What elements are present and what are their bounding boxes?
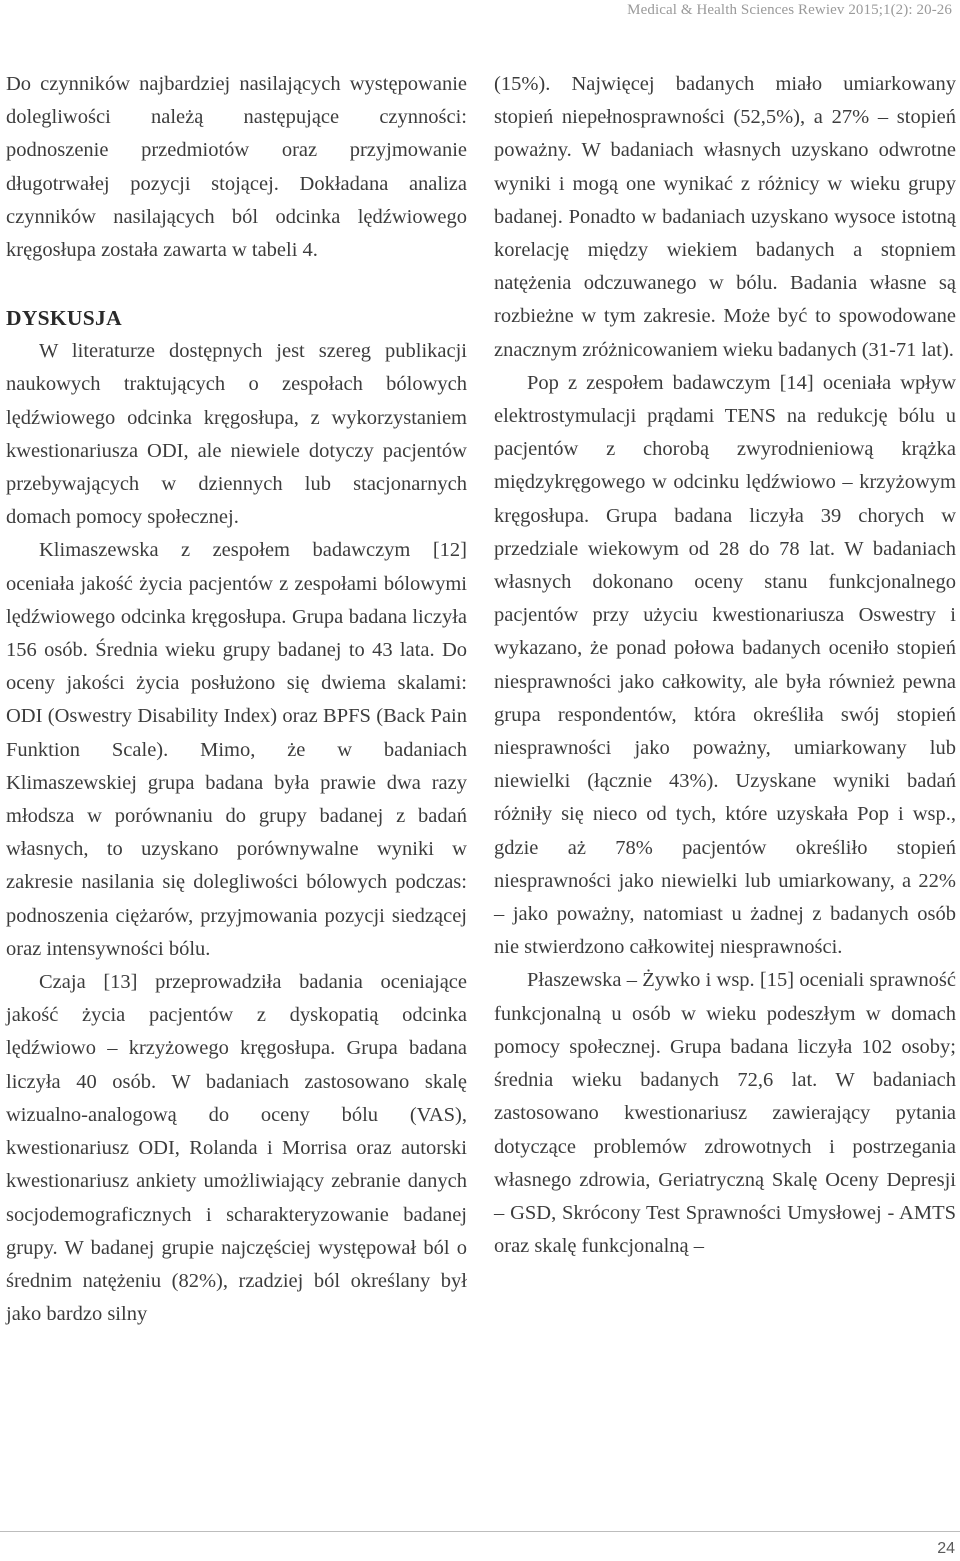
paragraph-klimaszewska: Klimaszewska z zespołem badawczym [12] oceniała jakość życia pacjentów z zespołami bólowymi lędźwiowego odcinka kręgosłupa. Grupa badana liczyła 156 osób. Średnia wieku grupy badanej to 43 lata. Do oceny jakości życia posłużono się dwiema skalami: ODI (Oswestry Disability Index) oraz BPFS (Back Pain Funktion Scale). Mimo, że w badaniach Klimaszewskiej grupa badana była prawie dwa razy młodsza w porównaniu do grupy badanej z badań własnych, to uzyskano porównywalne wyniki w zakresie nasilania się dolegliwości bólowych podczas: podnoszenia ciężarów, przyjmowania pozycji siedzącej oraz intensywności bólu. bbox=[6, 539, 467, 960]
left-column bbox=[6, 68, 467, 1331]
paragraph-aggravating-factors: Do czynników najbardziej nasilających występowanie dolegliwości należą następujące czynności: podnoszenie przedmiotów oraz przyjmowanie długotrwałej pozycji stojącej. Dokładana analiza czynników nasilających ból odcinka lędźwiowego kręgosłupa została zawarta w tabeli 4. bbox=[6, 73, 467, 262]
footer-divider bbox=[0, 1531, 960, 1532]
section-heading-dyskusja: DYSKUSJA bbox=[6, 306, 122, 331]
paragraph-czaja-continued: (15%). Najwięcej badanych miało umiarkowany stopień niepełnosprawności (52,5%), a 27% – stopień poważny. W badaniach własnych uzyskano odwrotne wyniki i mogą one wynikać z różnicy w wieku grupy badanej. Ponadto w badaniach uzyskano wysoce istotną korelację między wiekiem badanych a stopniem natężenia odczuwanego w bólu. Badania własne są rozbieżne w tym zakresie. Może być to spowodowane znacznym zróżnicowaniem wieku badanych (31-71 lat). bbox=[494, 73, 956, 361]
paragraph-czaja: Czaja [13] przeprowadziła badania oceniające jakość życia pacjentów z dyskopatią odcinka lędźwiowo – krzyżowego kręgosłupa. Grupa badana liczyła 40 osób. W badaniach zastosowano skalę wizualno-analogową do oceny bólu (VAS), kwestionariusz ODI, Rolanda i Morrisa oraz autorski kwestionariusz ankiety umożliwiający zebranie danych socjodemograficznych i scharakteryzowanie badanej grupy. W badanej grupie najczęściej występował ból o średnim natężeniu (82%), rzadziej ból określany był jako bardzo silny bbox=[6, 971, 467, 1326]
paragraph-plaszewska: Płaszewska – Żywko i wsp. [15] oceniali sprawność funkcjonalną u osób w wieku podeszłym w domach pomocy społecznej. Grupa badana liczyła 102 osoby; średnia wieku badanych 72,6 lat. W badaniach zastosowano kwestionariusz zawierający pytania dotyczące problemów zdrowotnych i postrzegania własnego zdrowia, Geriatryczną Skalę Oceny Depresji – GSD, Skrócony Test Sprawności Umysłowej - AMTS oraz skalę funkcjonalną – bbox=[494, 969, 956, 1258]
running-head: Medical & Health Sciences Rewiev 2015;1(2): 20-26 bbox=[627, 2, 952, 18]
paragraph-pop: Pop z zespołem badawczym [14] oceniała wpływ elektrostymulacji prądami TENS na redukcję bólu u pacjentów z chorobą zwyrodnieniową krążka międzykręgowego w odcinku lędźwiowo – krzyżowym kręgosłupa. Grupa badana liczyła 39 chorych w przedziale wiekowym od 28 do 78 lat. W badaniach własnych dokonano oceny stanu funkcjonalnego pacjentów przy użyciu kwestionariusza Oswestry i wykazano, że ponad połowa badanych oceniło stopień niesprawności jako całkowity, ale była również pewna grupa respondentów, która określiła swój stopień niesprawności jako poważny, umiarkowany lub niewielki (łącznie 43%). Uzyskane wyniki badań różniły się nieco od tych, które uzyskała Pop i wsp., gdzie aż 78% pacjentów określiło stopień niesprawności jako niewielki lub umiarkowany, a 22% – jako poważny, natomiast u żadnej z badanych osób nie stwierdzono całkowitej niesprawności. bbox=[494, 371, 956, 959]
page-number: 24 bbox=[937, 1540, 955, 1557]
paragraph-literature: W literaturze dostępnych jest szereg publikacji naukowych traktujących o zespołach bólowych lędźwiowego odcinka kręgosłupa, z wykorzystaniem kwestionariusza ODI, ale niewiele dotyczy pacjentów przebywających w dziennych lub stacjonarnych domach pomocy społecznej. bbox=[6, 340, 467, 529]
right-column bbox=[494, 68, 956, 1263]
